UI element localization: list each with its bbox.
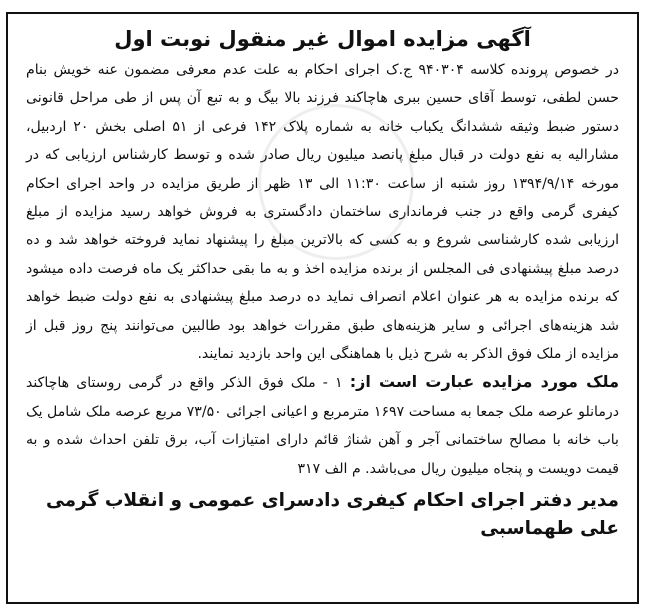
notice-body bbox=[26, 56, 619, 483]
property-text: ۱ - ملک فوق الذکر واقع در گرمی روستای هاچاکند درمانلو عرصه ملک جمعا به مساحت ۱۶۹۷ مترمربع و اعیانی اجرائی ۷۳/۵۰ مربع عرصه ملک شامل یک باب خانه با مصالح ساختمانی آجر و آهن شناژ قائم دارای امتیازات آب، برق تلفن احداث شده و به قیمت دویست و پنجاه میلیون ریال می‌باشد. م الف ۳۱۷ bbox=[26, 375, 619, 477]
notice-frame bbox=[6, 12, 639, 604]
signature-name: علی طهماسبی bbox=[480, 518, 619, 540]
property-lead: ملک مورد مزایده عبارت است از: bbox=[349, 372, 619, 392]
signature-title: مدیر دفتر اجرای احکام کیفری دادسرای عمومی و انقلاب گرمی bbox=[45, 490, 619, 512]
signature-block bbox=[26, 487, 619, 543]
notice-paragraph: در خصوص پرونده کلاسه ۹۴۰۳۰۴ ج.ک اجرای احکام به علت عدم معرفی مضمون عنه خویش بنام حسن لطفی، توسط آقای حسین ببری هاچاکند فرزند بالا بیگ و به تبع آن پس از طی مراحل قانونی دستور ضبط وثیقه ششدانگ یکباب خانه به شماره پلاک ۱۴۲ فرعی از ۵۱ اصلی بخش ۲۰ اردبیل، مشارالیه به نفع دولت در قبال مبلغ پانصد میلیون ریال صادر شده و توسط کارشناس ارزیابی که در مورخه ۱۳۹۴/۹/۱۴ روز شنبه از ساعت ۱۱:۳۰ الی ۱۳ ظهر از طریق مزایده در واحد اجرای احکام کیفری گرمی واقع در جنب فرمانداری ساختمان دادگستری به فروش خواهد رسید مزایده از مبلغ ارزیابی شده کارشناسی شروع و به کسی که بالاترین مبلغ را پیشنهاد نماید فروخته خواهد شد و ده درصد مبلغ پیشنهادی فی المجلس از برنده مزایده اخذ و به ما بقی حداکثر یک ماه فرصت داده میشود که برنده مزایده به هر عنوان اعلام انصراف نماید ده درصد مبلغ پیشنهادی به نفع دولت ضبط خواهد شد هزینه‌های اجرائی و سایر هزینه‌های طبق مقررات خواهد بود طالبین می‌توانند پنج روز قبل از مزایده از ملک فوق الذکر به شرح ذیل با هماهنگی این واحد بازدید نمایند. bbox=[26, 62, 620, 363]
notice-title: آگهی مزایده اموال غیر منقول نوبت اول bbox=[114, 27, 531, 51]
notice-page bbox=[8, 14, 637, 543]
